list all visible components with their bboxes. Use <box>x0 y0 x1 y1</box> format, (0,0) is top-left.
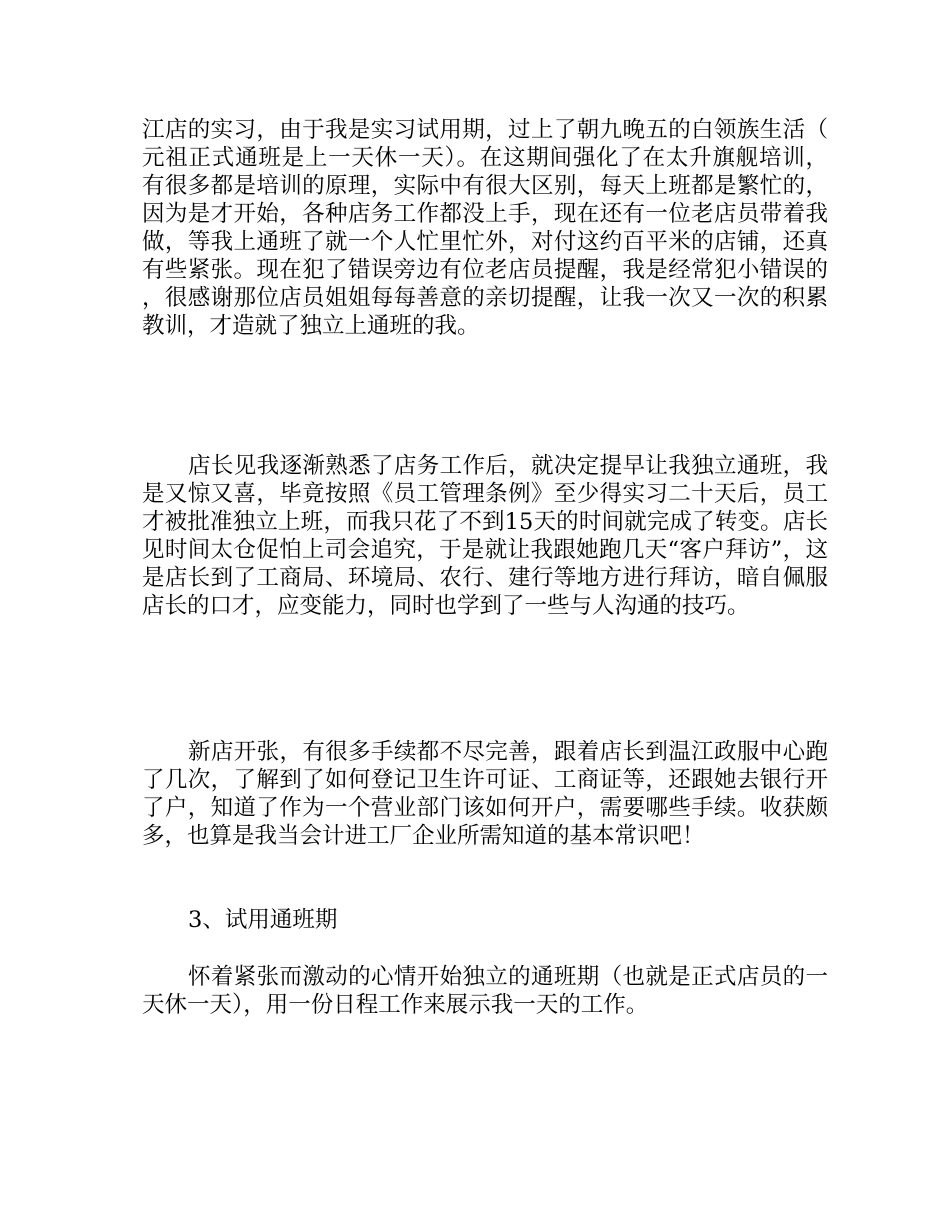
paragraph-trial-shift-intro: 怀着紧张而激动的心情开始独立的通班期（也就是正式店员的一天休一天），用一份日程工作来展示我一天的工作。 <box>142 964 828 1018</box>
section-heading-trial-shift: 3、试用通班期 <box>188 907 338 933</box>
paragraph-new-store-procedures: 新店开张，有很多手续都不尽完善，跟着店长到温江政服中心跑了几次，了解到了如何登记卫生许可证、工商证等，还跟她去银行开了户，知道了作为一个营业部门该如何开户，需要哪些手续。收获颇多，也算是我当会计进工厂企业所需知道的基本常识吧！ <box>142 739 828 849</box>
paragraph-independent-shift: 店长见我逐渐熟悉了店务工作后，就决定提早让我独立通班，我是又惊又喜，毕竟按照《员工管理条例》至少得实习二十天后，员工才被批准独立上班，而我只花了不到15天的时间就完成了转变。店长见时间太仓促怕上司会追究，于是就让我跟她跑几天“客户拜访”，这是店长到了工商局、环境局、农行、建行等地方进行拜访，暗自佩服店长的口才，应变能力，同时也学到了一些与人沟通的技巧。 <box>142 453 828 619</box>
paragraph-internship-experience: 江店的实习，由于我是实习试用期，过上了朝九晚五的白领族生活（元祖正式通班是上一天休一天）。在这期间强化了在太升旗舰培训，有很多都是培训的原理，实际中有很大区别，每天上班都是繁忙的，因为是才开始，各种店务工作都没上手，现在还有一位老店员带着我做，等我上通班了就一个人忙里忙外，对付这约百平米的店铺，还真有些紧张。现在犯了错误旁边有位老店员提醒，我是经常犯小错误的，很感谢那位店员姐姐每每善意的亲切提醒，让我一次又一次的积累教训，才造就了独立上通班的我。 <box>142 117 828 339</box>
